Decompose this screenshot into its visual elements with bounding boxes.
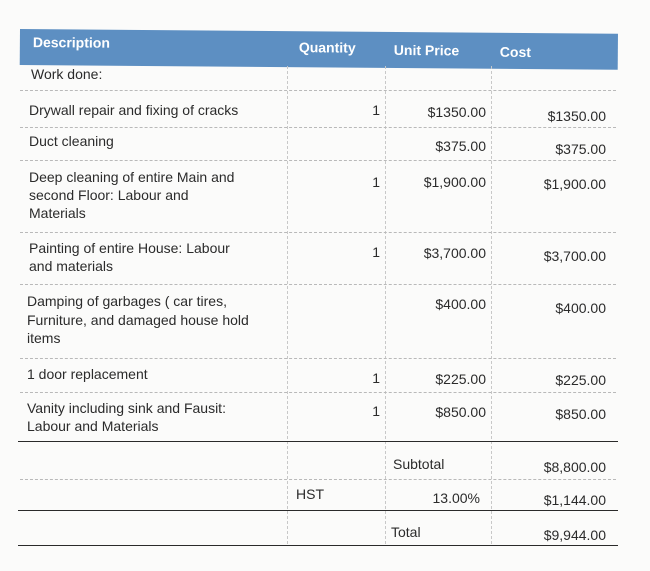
item-unit-price: $375.00 xyxy=(435,138,486,154)
header-description: Description xyxy=(32,34,110,51)
header-cost: Cost xyxy=(499,43,532,61)
header-unit-price: Unit Price xyxy=(393,41,460,59)
item-description: Vanity including sink and Fausit: xyxy=(27,400,226,416)
column-divider xyxy=(491,66,492,544)
total-value: $9,944.00 xyxy=(543,527,606,543)
item-description: second Floor: Labour and xyxy=(29,187,189,203)
item-description: Damping of garbages ( car tires, xyxy=(27,293,227,309)
item-description: Drywall repair and fixing of cracks xyxy=(29,102,239,118)
item-cost: $850.00 xyxy=(555,406,606,422)
row-separator xyxy=(20,232,616,233)
item-description: Materials xyxy=(29,205,86,221)
row-separator xyxy=(20,160,616,161)
item-unit-price: $1350.00 xyxy=(427,104,486,120)
row-separator xyxy=(20,284,616,285)
row-separator xyxy=(20,358,616,359)
subtotal-value: $8,800.00 xyxy=(543,459,606,475)
row-separator xyxy=(20,479,616,480)
item-cost: $375.00 xyxy=(555,141,606,157)
subtotal-label: Subtotal xyxy=(393,456,445,472)
item-quantity: 1 xyxy=(372,403,380,419)
item-description: Painting of entire House: Labour xyxy=(29,240,230,256)
item-cost: $1,900.00 xyxy=(543,176,606,192)
row-separator xyxy=(20,90,616,91)
tax-label: HST xyxy=(296,486,324,502)
tax-rate: 13.00% xyxy=(432,490,480,506)
item-cost: $1350.00 xyxy=(547,108,606,124)
totals-rule xyxy=(18,441,618,442)
totals-rule xyxy=(18,510,618,511)
item-unit-price: $400.00 xyxy=(435,296,486,312)
item-unit-price: $225.00 xyxy=(435,371,486,387)
table-header xyxy=(20,29,618,70)
tax-value: $1,144.00 xyxy=(543,492,606,508)
item-quantity: 1 xyxy=(372,370,380,386)
row-separator xyxy=(20,392,616,393)
item-description: Duct cleaning xyxy=(29,133,114,149)
item-quantity: 1 xyxy=(372,174,380,190)
item-cost: $400.00 xyxy=(555,300,606,316)
item-description: Labour and Materials xyxy=(27,418,159,434)
item-cost: $225.00 xyxy=(555,372,606,388)
item-unit-price: $3,700.00 xyxy=(423,245,486,261)
column-divider xyxy=(287,66,288,544)
header-quantity: Quantity xyxy=(298,39,356,56)
item-description: Furniture, and damaged house hold xyxy=(27,312,249,328)
section-label: Work done: xyxy=(31,66,103,82)
item-unit-price: $1,900.00 xyxy=(423,174,486,190)
item-description: Deep cleaning of entire Main and xyxy=(29,169,235,185)
column-divider xyxy=(385,66,386,544)
item-cost: $3,700.00 xyxy=(543,248,606,264)
item-description: and materials xyxy=(29,258,114,274)
item-quantity: 1 xyxy=(372,244,380,260)
item-description: items xyxy=(27,330,61,346)
row-separator xyxy=(20,127,616,128)
item-unit-price: $850.00 xyxy=(435,404,486,420)
item-quantity: 1 xyxy=(372,102,380,118)
total-label: Total xyxy=(391,524,421,540)
item-description: 1 door replacement xyxy=(27,366,148,382)
totals-rule xyxy=(18,545,618,546)
